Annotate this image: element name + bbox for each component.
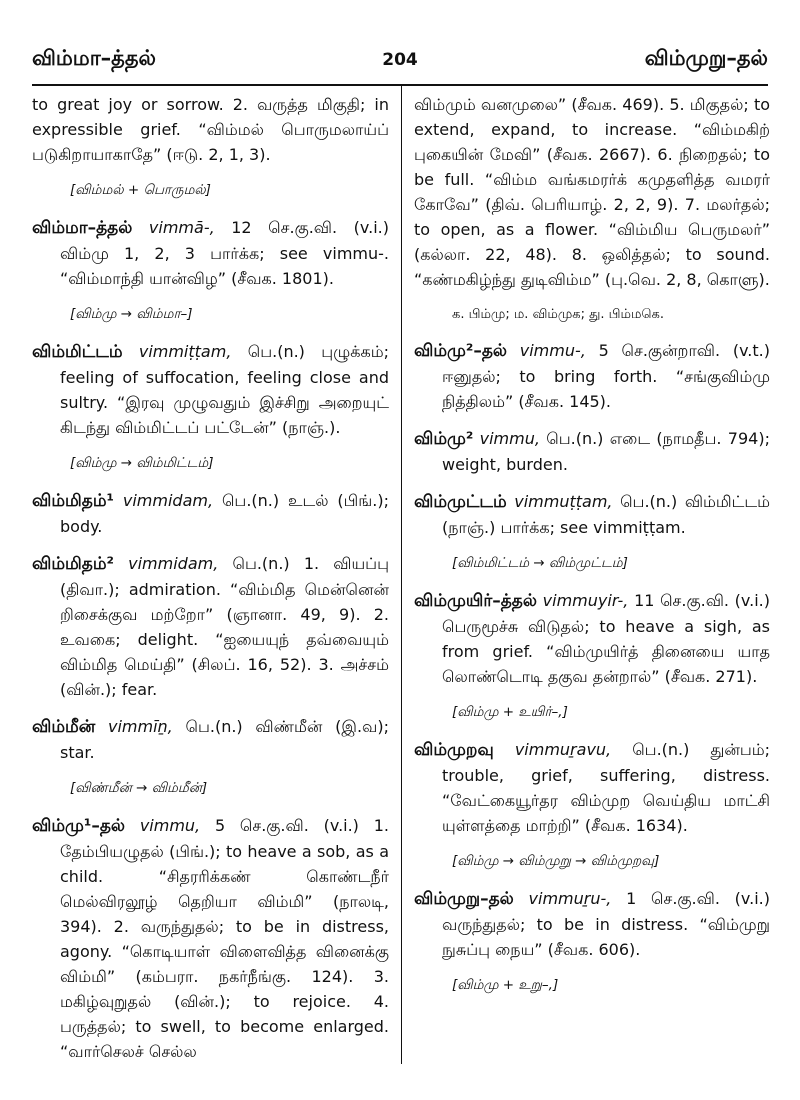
headword: விம்மு² — [414, 429, 474, 449]
definition: பெ.(n.) 1. வியப்பு (திவா.); admiration. “விம்மித மென்னென் றிசைக்குவ மற்றோ” (ஞானா. 49, 9). 2. உவகை; delight. “ஐயையுந் தவ்வையும் விம்மித மெய்தி” (சிலப். 16, 52). 3. அச்சம் (வின்.); fear. — [60, 554, 389, 699]
entry-vimmu-noun — [414, 426, 770, 477]
headword: விம்மிதம்¹ — [32, 491, 114, 511]
header-rule — [32, 84, 768, 86]
definition: 5 செ.குன்றாவி. (v.t.) ஈனுதல்; to bring forth. “சங்குவிம்மு நித்திலம்” (சீவக. 145). — [442, 341, 770, 411]
header-right-word: விம்முறு–தல் — [644, 46, 768, 70]
entry-vimmu-2 — [414, 338, 770, 414]
entry-vimma — [32, 215, 389, 291]
definition: பெ.(n.) உடல் (பிங்.); body. — [60, 491, 389, 536]
transliteration: vimmā-, — [148, 218, 215, 237]
transliteration: vimmuṟavu, — [514, 740, 612, 759]
headword: விம்முறவு — [414, 740, 494, 760]
definition: பெ.(n.) எடை (நாமதீப. 794); weight, burden. — [442, 429, 770, 474]
etymology: [விம்மிட்டம் → விம்முட்டம்] — [452, 555, 628, 571]
definition: 11 செ.கு.வி. (v.i.) பெருமூச்சு விடுதல்; to heave a sigh, as from grief. “விம்முயிர்த் தினையை யாத லொண்டொடி தகுவ தன்றால்” (சீவக. 271). — [442, 591, 770, 686]
entry-vimmuravu — [414, 737, 770, 838]
entry-vimmin — [32, 714, 389, 765]
entry-vimmidam-2 — [32, 551, 389, 702]
definition: பெ.(n.) விண்மீன் (இ.வ); star. — [60, 717, 389, 762]
transliteration: vimmuyir-, — [542, 591, 629, 610]
headword: விம்மு¹–தல் — [32, 816, 126, 836]
headword: விம்மு²–தல் — [414, 341, 508, 361]
etymology: [விம்மு + உயிர்–,] — [452, 704, 568, 720]
entry-vimmuttam — [414, 489, 770, 540]
etymology: [விம்மு → விம்முறு → விம்முறவு] — [452, 853, 660, 869]
headword: விம்முட்டம் — [414, 492, 507, 512]
transliteration: vimmu-, — [519, 341, 586, 360]
etymology: [விம்மு + உறு–,] — [452, 977, 559, 993]
definition: பெ.(n.) விம்மிட்டம் (நாஞ்.) பார்க்க; see vimmiṭṭam. — [442, 492, 770, 537]
transliteration: vimmiṭṭam, — [138, 342, 232, 361]
entry-vimmidam-1 — [32, 488, 389, 539]
entry-vimmuyir — [414, 588, 770, 689]
entry-vimmuru — [414, 886, 770, 962]
etymology: [விண்மீன் → விம்மீன்] — [70, 780, 208, 796]
page-number: 204 — [382, 50, 418, 70]
transliteration: vimmīṉ, — [108, 717, 173, 736]
transliteration: vimmu, — [479, 429, 540, 448]
definition: 5 செ.கு.வி. (v.i.) 1. தேம்பியழுதல் (பிங்.); to heave a sob, as a child. “சிதரரிக்கண் கொண்டநீர் மெல்விரலூழ் தெறியா விம்மி” (நாலடி, 394). 2. வருந்துதல்; to be in distress, agony. “கொடியாள் விளைவித்த வினைக்கு விம்மி” (கம்பரா. நகர்நீங்கு. 124). 3. மகிழ்வுறுதல் (வின்.); to rejoice. 4. பருத்தல்; to swell, to become enlarged. “வார்செலச் செல்ல — [60, 816, 389, 1061]
left-column — [32, 92, 389, 1076]
headword: விம்முறு–தல் — [414, 889, 514, 909]
transliteration: vimmidam, — [128, 554, 219, 573]
right-column — [414, 92, 770, 1010]
definition: பெ.(n.) துன்பம்; trouble, grief, suffering, distress. “வேட்கையூர்தர விம்முற வெய்திய மாட்சி யுள்ளத்தை மாற்றி” (சீவக. 1634). — [442, 740, 771, 835]
continuation-text: விம்மும் வனமுலை” (சீவக. 469). 5. மிகுதல்; to extend, expand, to increase. “விம்மகிற் புகையின் மேவி” (சீவக. 2667). 6. நிறைதல்; to be full. “விம்ம வங்கமரர்க் கமுதளித்த வமரர் கோவே” (திவ். பெரியாழ். 2, 2, 9). 7. மலர்தல்; to open, as a flower. “விம்மிய பெருமலர்” (கல்லா. 22, 48). 8. ஒலித்தல்; to sound. “கண்மகிழ்ந்து துடிவிம்ம” (பு.வெ. 2, 8, கொளு). — [414, 95, 770, 289]
transliteration: vimmu, — [139, 816, 201, 835]
etymology: [விம்மல் + பொருமல்] — [70, 182, 211, 198]
transliteration: vimmuṭṭam, — [514, 492, 613, 511]
entry-vimmu-1 — [32, 813, 389, 1064]
column-divider — [401, 84, 402, 1064]
headword: விம்மீன் — [32, 717, 96, 737]
etymology: [விம்மு → விம்மா–] — [70, 306, 193, 322]
continuation-text: to great joy or sorrow. 2. வருத்த மிகுதி; in expressible grief. “விம்மல் பொருமலாய்ப் படுகிறாயாகாதே” (ஈடு. 2, 1, 3). — [32, 95, 389, 164]
header-left-word: விம்மா–த்தல் — [32, 46, 156, 70]
cognates: க. பிம்மு; ம. விம்முக; து. பிம்மகெ. — [452, 307, 664, 322]
etymology: [விம்மு → விம்மிட்டம்] — [70, 455, 214, 471]
headword: விம்மா–த்தல் — [32, 218, 133, 238]
definition: பெ.(n.) புழுக்கம்; feeling of suffocation, feeling close and sultry. “இரவு முழுவதும் இச்சிறு அறையுட் கிடந்து விம்மிட்டப் பட்டேன்” (நாஞ்.). — [60, 342, 389, 437]
transliteration: vimmidam, — [122, 491, 214, 510]
headword: விம்மிதம்² — [32, 554, 114, 574]
transliteration: vimmuṟu-, — [528, 889, 612, 908]
definition: 12 செ.கு.வி. (v.i.) விம்மு 1, 2, 3 பார்க்க; see vimmu-. “விம்மாந்தி யான்விழ” (சீவக. 1801). — [60, 218, 389, 288]
headword: விம்மிட்டம் — [32, 342, 123, 362]
definition: 1 செ.கு.வி. (v.i.) வருந்துதல்; to be in distress. “விம்முறு நுசுப்பு நைய” (சீவக. 606). — [442, 889, 770, 959]
entry-vimmittam — [32, 339, 389, 440]
headword: விம்முயிர்–த்தல் — [414, 591, 537, 611]
